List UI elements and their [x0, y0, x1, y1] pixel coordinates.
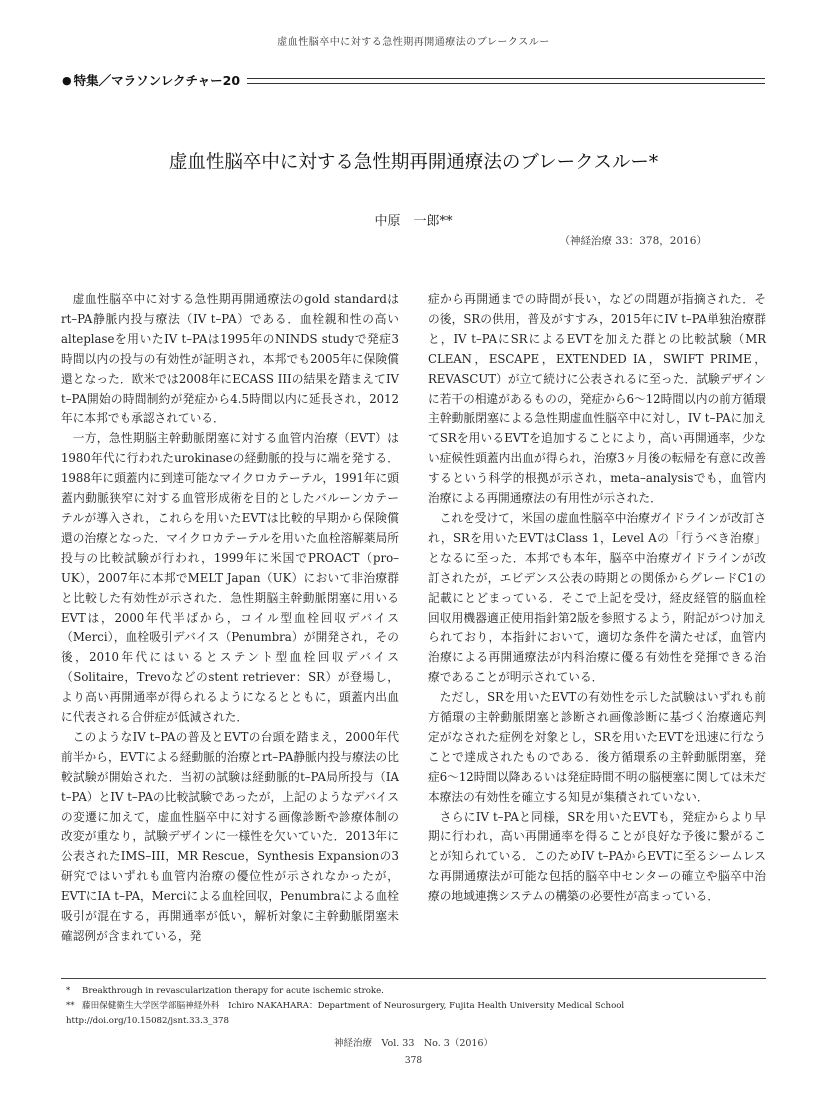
page-number: 378: [404, 1056, 423, 1066]
section-rule: [247, 78, 765, 84]
footnote: [66, 984, 766, 999]
footnote-text: Breakthrough in revascularization therapy for acute ischemic stroke.: [82, 986, 384, 996]
body-left-column: [61, 290, 399, 947]
footnote-text: 藤田保健衛生大学医学部脳神経外科 Ichiro NAKAHARA：Department of Neurosurgery, Fujita Health University Medical School: [82, 1001, 625, 1011]
paragraph: ただし，SRを用いたEVTの有効性を示した試験はいずれも前方循環の主幹動脈閉塞と診断され画像診断に基づく治療適応判定がなされた症例を対象とし，SRを用いたEVTを迅速に行なうことで達成されたものである．後方循環系の主幹動脈閉塞，発症6～12時間以降あるいは発症時間不明の脳梗塞に関しては未だ本療法の有効性を確立する知見が集積されていない．: [428, 690, 766, 804]
author-name: 中原 一郎**: [374, 214, 453, 229]
paragraph: 一方，急性期脳主幹動脈閉塞に対する血管内治療（EVT）は1980年代に行われたurokinaseの経動脈的投与に端を発する．1988年に頭蓋内に到達可能なマイクロカテーテル，1991年に頭蓋内動脈狭窄に対する血管形成術を目的としたバルーンカテーテルが導入され，これらを用いたEVTは比較的早期から保険償還の治療となった．マイクロカテーテルを用いた血栓溶解薬局所投与の比較試験が行われ，1999年に米国でPROACT（pro–UK），2007年に本邦でMELT Japan（UK）において非治療群と比較した有効性が示された．急性期脳主幹動脈閉塞に用いるEVTは，2000年代半ばから，コイル型血栓回収デバイス（Merci），血栓吸引デバイス（Penumbra）が開発され，その後，2010年代にはいるとステント型血栓回収デバイス（Solitaire，Trevoなどのstent retriever：SR）が登場し，より高い再開通率が得られるようになるとともに，頭蓋内出血に代表される合併症が低減された．: [61, 431, 399, 725]
footnote: [66, 999, 766, 1014]
running-header: 虚血性脳卒中に対する急性期再開通療法のブレークスルー: [277, 37, 550, 48]
paragraph: 虚血性脳卒中に対する急性期再開通療法のgold standardはrt–PA静脈内投与療法（IV t–PA）である．血栓親和性の高いalteplaseを用いたIV t–PAは1995年のNINDS studyで発症3時間以内の投与の有効性が証明され，本邦でも2005年に保険償還となった．欧米では2008年にECASS IIIの結果を踏まえてIV t–PA開始の時間制約が発症から4.5時間以内に延長され，2012年に本邦でも承認されている．: [61, 292, 399, 426]
footnote-mark: **: [66, 1001, 75, 1011]
paragraph: さらにIV t–PAと同様，SRを用いたEVTも，発症からより早期に行われ，高い再開通率を得ることが良好な予後に繋がることが知られている．このためIV t–PAからEVTに至るシームレスな再開通療法が可能な包括的脳卒中センターの確立や脳卒中治療の地域連携システムの構築の必要性が高まっている．: [428, 809, 766, 904]
paragraph: このようなIV t–PAの普及とEVTの台頭を踏まえ，2000年代前半から，EVTによる経動脈的治療とrt–PA静脈内投与療法の比較試験が開始された．当初の試験は経動脈的t–PA局所投与（IA t–PA）とIV t–PAの比較試験であったが，上記のようなデバイスの変遷に加えて，虚血性脳卒中に対する画像診断や診療体制の改変が重なり，試験デザインに一様性を欠いていた．2013年に公表されたIMS–III，MR Rescue，Synthesis Expansionの3研究ではいずれも血管内治療の優位性が示されなかったが，EVTにIA t–PA，Merciによる血栓回収，Penumbraによる血栓吸引が混在する，再開通率が低い，解析対象に主幹動脈閉塞未確認例が含まれている，発: [61, 729, 399, 943]
footnotes: [66, 984, 766, 1029]
section-label-text: 特集／マラソンレクチャー20: [73, 73, 241, 88]
footnote-rule: [61, 978, 766, 979]
doi-line: [66, 1014, 766, 1029]
body-right-column: [428, 290, 766, 907]
citation: （神経治療 33：378，2016）: [559, 235, 707, 247]
journal-footer: 神経治療 Vol. 33 No. 3（2016）: [334, 1038, 493, 1049]
footnote-mark: *: [66, 986, 71, 996]
paragraph: 症から再開通までの時間が長い，などの問題が指摘された．その後，SRの供用，普及がすすみ，2015年にIV t–PA単独治療群と，IV t–PAにSRによるEVTを加えた群との比較試験（MR CLEAN，ESCAPE，EXTENDED IA，SWIFT PRIME，REVASCUT）が立て続けに公表されるに至った．試験デザインに若干の相違があるものの，発症から6～12時間以内の前方循環主幹動脈閉塞による急性期虚血性脳卒中に対し，IV t–PAに加えてSRを用いるEVTを追加することにより，高い再開通率，少ない症候性頭蓋内出血が得られ，治療3ヶ月後の転帰を有意に改善するという科学的根拠が示され，meta–analysisでも，血管内治療による再開通療法の有用性が示された．: [428, 292, 766, 506]
section-bullet-icon: ●: [62, 73, 72, 87]
doi-link[interactable]: http://doi.org/10.15082/jsnt.33.3_378: [66, 1016, 229, 1026]
paragraph: これを受けて，米国の虚血性脳卒中治療ガイドラインが改訂され，SRを用いたEVTはClass 1，Level Aの「行うべき治療」となるに至った．本邦でも本年，脳卒中治療ガイドラインが改訂されたが，エビデンス公表の時期との関係からグレードC1の記載にとどまっている．そこで上記を受け，経皮経管的脳血栓回収用機器適正使用指針第2版を参照するよう，附記がつけ加えられており，本指針において，適切な条件を満たせば，血管内治療による再開通療法が内科治療に優る有効性を発揮できる治療であることが明示されている．: [428, 510, 767, 685]
section-label: [62, 71, 240, 89]
article-title: 虚血性脳卒中に対する急性期再開通療法のブレークスルー*: [168, 152, 659, 173]
